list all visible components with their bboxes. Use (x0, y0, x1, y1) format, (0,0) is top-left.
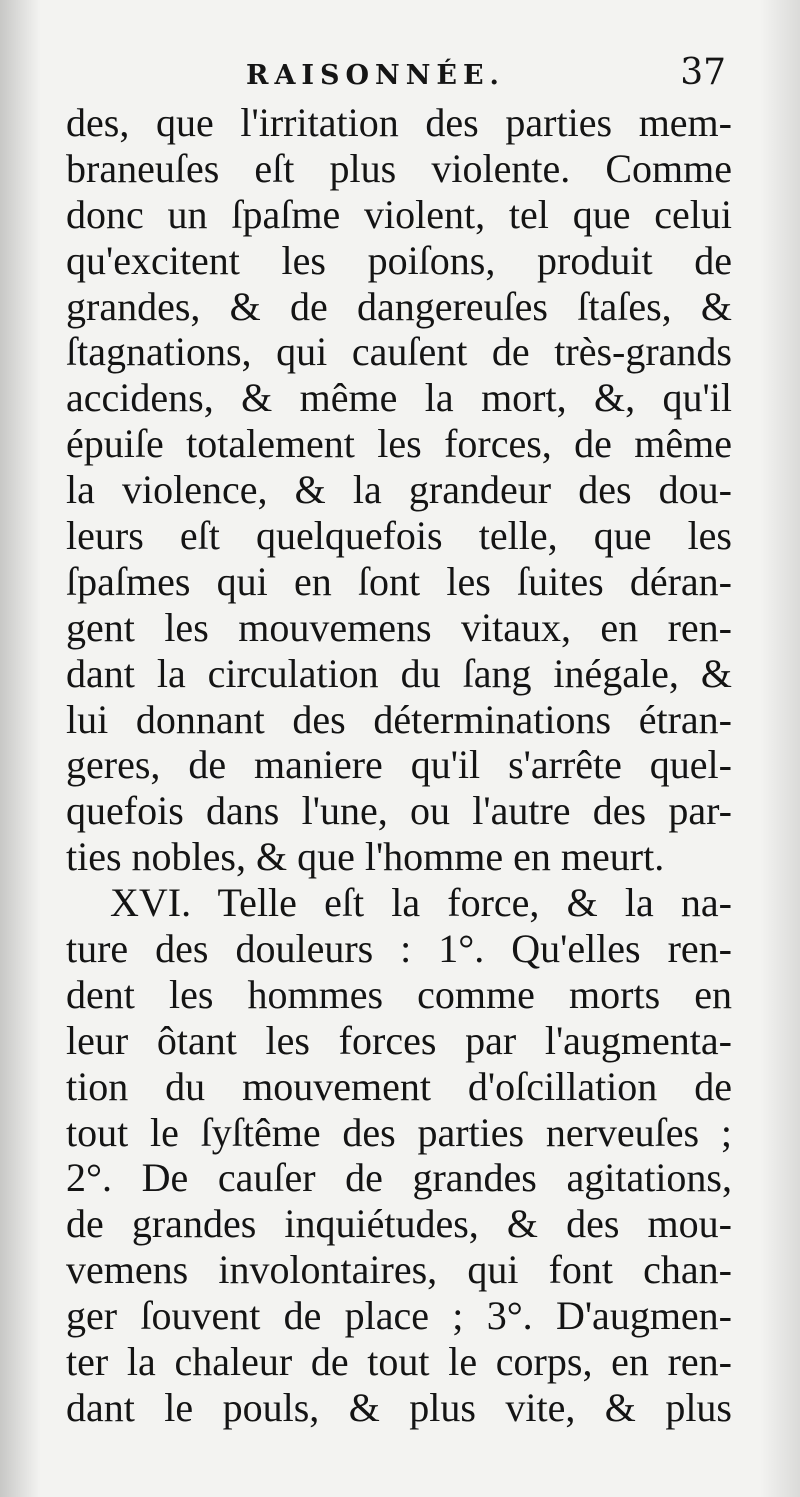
running-head: RAISONNÉE. (246, 60, 505, 91)
text-line: qu'excitent les poiſons, produit de (66, 237, 732, 283)
text-line: ture des douleurs : 1°. Qu'elles ren- (66, 926, 732, 972)
text-line: geres, de maniere qu'il s'arrête quel- (66, 742, 732, 788)
text-line: gent les mouvemens vitaux, en ren- (66, 604, 732, 650)
page-number: 37 (680, 52, 726, 93)
text-line: grandes, & de dangereuſes ſtaſes, & (66, 283, 732, 329)
text-line: tion du mouvement d'oſcillation de (66, 1063, 732, 1109)
text-line: ſpaſmes qui en ſont les ſuites déran- (66, 558, 732, 604)
text-line: leur ôtant les forces par l'augmenta- (66, 1017, 732, 1063)
text-line: tout le ſyſtême des parties nerveuſes ; (66, 1109, 732, 1155)
text-line: ſtagnations, qui cauſent de très-grands (66, 329, 732, 375)
text-line: ties nobles, & que l'homme en meurt. (66, 834, 665, 880)
text-line: dent les hommes comme morts en (66, 971, 732, 1017)
text-line: de grandes inquiétudes, & des mou- (66, 1201, 732, 1247)
text-line: accidens, & même la mort, &, qu'il (66, 375, 732, 421)
text-line: ter la chaleur de tout le corps, en ren- (66, 1339, 732, 1385)
text-line: donc un ſpaſme violent, tel que celui (66, 191, 732, 237)
body-text (66, 100, 732, 1431)
text-line: leurs eſt quelquefois telle, que les (66, 513, 732, 559)
page-header (66, 52, 732, 102)
section-heading-line: XVI. Telle eſt la force, & la na- (110, 880, 732, 926)
text-line: ger ſouvent de place ; 3°. D'augmen- (66, 1293, 732, 1339)
text-line: 2°. De cauſer de grandes agitations, (66, 1155, 732, 1201)
text-line: quefois dans l'une, ou l'autre des par- (66, 788, 732, 834)
page-gutter-shadow (0, 0, 40, 1497)
text-line: dant le pouls, & plus vite, & plus (66, 1384, 732, 1430)
text-line: épuiſe totalement les forces, de même (66, 421, 732, 467)
text-line: lui donnant des déterminations étran- (66, 696, 732, 742)
text-line: braneuſes eſt plus violente. Comme (66, 145, 732, 191)
text-line: vemens involontaires, qui font chan- (66, 1247, 732, 1293)
text-line: dant la circulation du ſang inégale, & (66, 650, 732, 696)
page-edge-shadow (760, 0, 800, 1497)
text-line: la violence, & la grandeur des dou- (66, 467, 732, 513)
text-line: des, que l'irritation des parties mem- (66, 100, 732, 145)
